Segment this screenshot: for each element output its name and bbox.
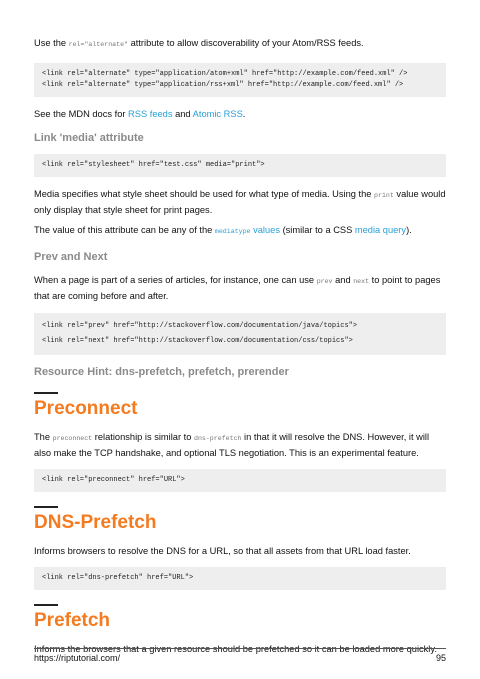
heading-accent-bar bbox=[34, 604, 58, 606]
heading-media-attribute: Link 'media' attribute bbox=[34, 132, 144, 144]
preconnect-description: The preconnect relationship is similar to dns-prefetch in that it will resolve the DNS. However, it will also make the TCP handshake, and optional TLS negotiation. This is an experimental feature. bbox=[34, 432, 430, 458]
code-block-alternate: <link rel="alternate" type="application/atom+xml" href="http://example.com/feed.xml" /> <link rel="alternate" type="application/rss+xml" href="http://example.com/feed.xml" /> bbox=[34, 63, 446, 97]
heading-resource-hint: Resource Hint: dns-prefetch, prefetch, prerender bbox=[34, 366, 289, 378]
footer-url: https://riptutorial.com/ bbox=[34, 653, 121, 663]
code-block-preconnect: <link rel="preconnect" href="URL"> bbox=[34, 469, 446, 492]
atomic-rss-link[interactable]: Atomic RSS bbox=[192, 109, 243, 119]
inline-code: rel="alternate" bbox=[68, 41, 128, 48]
heading-preconnect: Preconnect bbox=[34, 398, 138, 419]
code-block-media: <link rel="stylesheet" href="test.css" media="print"> bbox=[34, 154, 446, 177]
media-query-link[interactable]: media query bbox=[354, 225, 407, 235]
page-content bbox=[34, 36, 446, 656]
heading-prev-next: Prev and Next bbox=[34, 251, 108, 263]
values-link[interactable]: values bbox=[250, 225, 280, 235]
code-block-prev-next: <link rel="prev" href="http://stackoverflow.com/documentation/java/topics"> <link rel="next" href="http://stackoverflow.com/documentation/css/topics"> bbox=[34, 313, 446, 355]
heading-dns-prefetch: DNS-Prefetch bbox=[34, 512, 157, 533]
page-number: 95 bbox=[435, 653, 446, 663]
dns-prefetch-description: Informs browsers to resolve the DNS for a URL, so that all assets from that URL load faster. bbox=[34, 546, 411, 556]
mdn-reference: See the MDN docs for RSS feeds and Atomic RSS. bbox=[34, 109, 246, 119]
rss-feeds-link[interactable]: RSS feeds bbox=[128, 109, 173, 119]
code-block-dns-prefetch: <link rel="dns-prefetch" href="URL"> bbox=[34, 567, 446, 590]
heading-accent-bar bbox=[34, 392, 58, 394]
media-description: Media specifies what style sheet should be used for what type of media. Using the print value would only display that style sheet for print pages. bbox=[34, 189, 446, 215]
heading-prefetch: Prefetch bbox=[34, 610, 111, 631]
heading-accent-bar bbox=[34, 506, 58, 508]
prefetch-description: Informs the browsers that a given resource should be prefetched so it can be loaded more quickly. bbox=[34, 644, 437, 654]
page-footer bbox=[34, 648, 446, 663]
alternate-intro: Use the rel="alternate" attribute to allow discoverability of your Atom/RSS feeds. bbox=[34, 38, 364, 48]
media-values: The value of this attribute can be any of the mediatype values (similar to a CSS media query). bbox=[34, 225, 412, 235]
prev-next-description: When a page is part of a series of articles, for instance, one can use prev and next to point to pages that are coming before and after. bbox=[34, 275, 441, 301]
